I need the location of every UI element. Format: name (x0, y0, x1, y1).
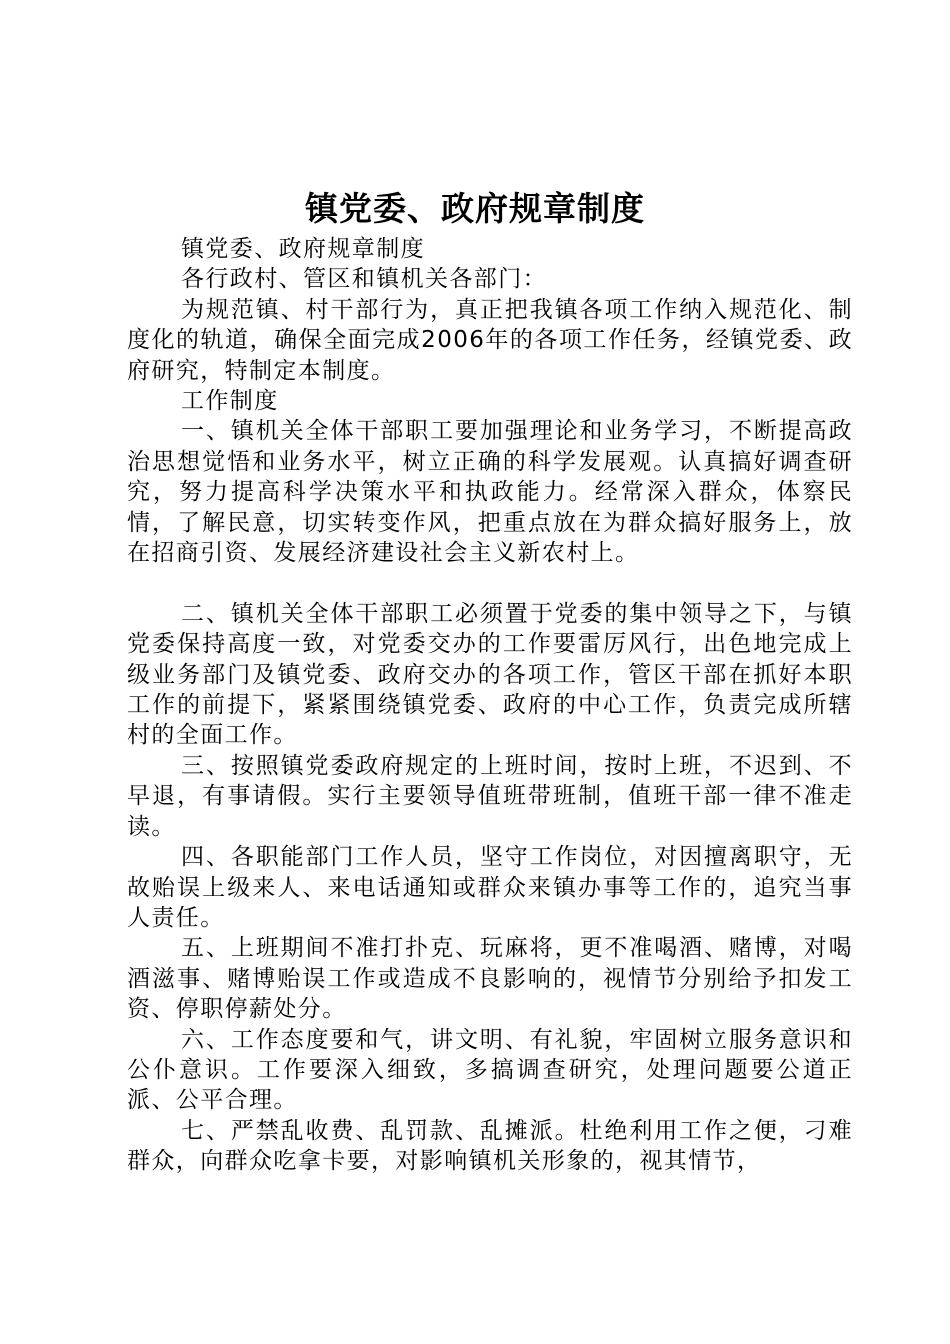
document-body (127, 234, 853, 1177)
paragraph-rule-2: 二、镇机关全体干部职工必须置于党委的集中领导之下，与镇党委保持高度一致，对党委交办的工作要雷厉风行，出色地完成上级业务部门及镇党委、政府交办的各项工作，管区干部在抓好本职工作的前提下，紧紧围绕镇党委、政府的中心工作，负责完成所辖村的全面工作。 (127, 600, 853, 749)
paragraph-rule-1: 一、镇机关全体干部职工要加强理论和业务学习，不断提高政治思想觉悟和业务水平，树立正确的科学发展观。认真搞好调查研究，努力提高科学决策水平和执政能力。经常深入群众，体察民情，了解民意，切实转变作风，把重点放在为群众搞好服务上，放在招商引资、发展经济建设社会主义新农村上。 (127, 418, 853, 567)
paragraph-preamble: 为规范镇、村干部行为，真正把我镇各项工作纳入规范化、制度化的轨道，确保全面完成2006年的各项工作任务，经镇党委、政府研究，特制定本制度。 (127, 296, 853, 384)
document-title: 镇党委、政府规章制度 (305, 189, 645, 228)
paragraph-addressee: 各行政村、管区和镇机关各部门： (181, 266, 547, 293)
paragraph-section-heading: 工作制度 (181, 388, 279, 415)
paragraph-rule-6: 六、工作态度要和气，讲文明、有礼貌，牢固树立服务意识和公仆意识。工作要深入细致，多搞调查研究，处理问题要公道正派、公平合理。 (127, 1026, 853, 1114)
paragraph-rule-3: 三、按照镇党委政府规定的上班时间，按时上班，不迟到、不早退，有事请假。实行主要领导值班带班制，值班干部一律不准走读。 (127, 752, 853, 840)
paragraph-rule-5: 五、上班期间不准打扑克、玩麻将，更不准喝酒、赌博，对喝酒滋事、赌博贻误工作或造成不良影响的，视情节分别给予扣发工资、停职停薪处分。 (127, 935, 853, 1023)
paragraph-subtitle: 镇党委、政府规章制度 (181, 236, 425, 262)
paragraph-rule-7: 七、严禁乱收费、乱罚款、乱摊派。杜绝利用工作之便，刁难群众，向群众吃拿卡要，对影响镇机关形象的，视其情节， (127, 1117, 853, 1175)
paragraph-rule-4: 四、各职能部门工作人员，坚守工作岗位，对因擅离职守，无故贻误上级来人、来电话通知或群众来镇办事等工作的，追究当事人责任。 (127, 844, 853, 931)
